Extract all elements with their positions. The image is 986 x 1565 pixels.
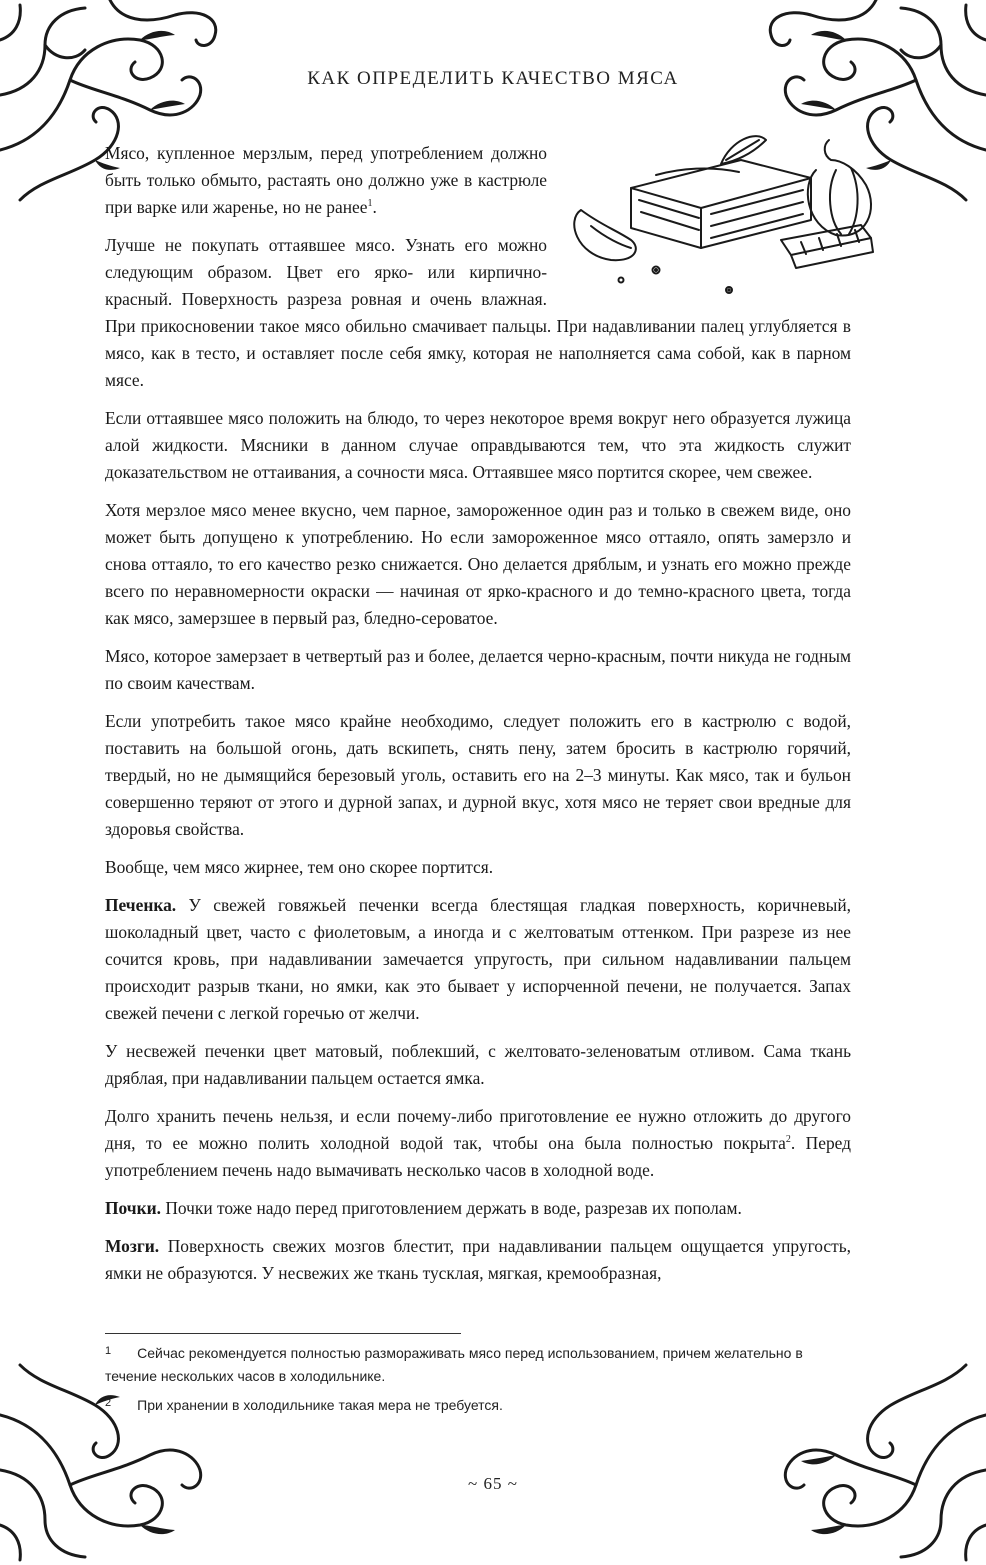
section-term: Печенка.	[105, 895, 177, 915]
paragraph: Мясо, купленное мерзлым, перед употреблением должно быть только обмыто, растаять оно должно уже в кастрюле при варке или жаренье, но не ранее$^1$.	[105, 143, 547, 217]
paragraph: Если употребить такое мясо крайне необходимо, следует положить его в кастрюлю с водой, поставить на большой огонь, дать вскипеть, снять пену, затем бросить в кастрюлю горячий, твердый, но не дымящийся березовый уголь, оставить его на 2–3 минуты. Как мясо, так и бульон совершенно теряют от этого и дурной запах, и дурной вкус, хотя мясо не теряет свои вредные для здоровья свойства.	[105, 711, 851, 839]
paragraph: У несвежей печенки цвет матовый, поблекший, с желтовато-зеленоватым отливом. Сама ткань дряблая, при надавливании пальцем остается ямка.	[105, 1041, 851, 1088]
paragraph: Если оттаявшее мясо положить на блюдо, то через некоторое время вокруг него образуется лужица алой жидкости. Мясники в данном случае оправдываются тем, что эта жидкость служит доказательством не оттаивания, а сочности мяса. Оттаявшее мясо портится скорее, чем свежее.	[105, 408, 851, 482]
paragraph: Мясо, которое замерзает в четвертый раз и более, делается черно-красным, почти никуда не годным по своим качествам.	[105, 646, 851, 693]
footnote-number: 1	[105, 1345, 112, 1357]
body-text	[105, 140, 851, 1298]
footnotes	[105, 1343, 825, 1426]
paragraph: Лучше не покупать оттаявшее мясо. Узнать его можно следующим образом. Цвет его ярко- или кирпично-красный. Поверхность разреза ровная и очень влажная. При прикосновении такое мясо обильно смачивает пальцы. При надавливании палец углубляется в мясо, как в тесто, и оставляет после себя ямку, которая не наполняется сама собой, как в парном мясе.	[105, 235, 851, 390]
section-term: Мозги.	[105, 1236, 160, 1256]
footnote-divider	[105, 1333, 461, 1334]
footnote	[105, 1343, 825, 1387]
footnote-ref: 1	[367, 198, 373, 210]
meat-illustration-icon	[561, 130, 881, 308]
footnote	[105, 1395, 825, 1418]
meat-illustration-icon	[561, 130, 881, 308]
paragraph: Хотя мерзлое мясо менее вкусно, чем парное, замороженное один раз и только в свежем виде, оно может быть допущено к употреблению. Но если замороженное мясо оттаяло, опять замерзло и снова оттаяло, то его качество резко снижается. Оно делается дряблым, и узнать его можно прежде всего по неравномерности окраски — начиная от ярко-красного и до темно-красного цвета, тогда как мясо, замерзшее в первый раз, бледно-сероватое.	[105, 500, 851, 628]
footnote-number: 2	[105, 1397, 112, 1409]
paragraph: Долго хранить печень нельзя, и если почему-либо приготовление ее нужно отложить до другого дня, то ее можно полить холодной водой так, чтобы она была полностью покрыта$^2$. Перед употреблением печень надо вымачивать несколько часов в холодной воде.	[105, 1106, 851, 1180]
section-term: Почки.	[105, 1198, 161, 1218]
paragraph: Почки. Почки тоже надо перед приготовлением держать в воде, разрезав их пополам.	[105, 1198, 742, 1218]
paragraph: Мозги. Поверхность свежих мозгов блестит, при надавливании пальцем ощущается упругость, ямки не образуются. У несвежих же ткань тусклая, мягкая, кремообразная,	[105, 1236, 851, 1283]
page-number: ~ 65 ~	[468, 1474, 518, 1493]
running-head-title: КАК ОПРЕДЕЛИТЬ КАЧЕСТВО МЯСА	[307, 68, 679, 89]
paragraph: Печенка. У свежей говяжьей печенки всегда блестящая гладкая поверхность, коричневый, шоколадный цвет, часто с фиолетовым, а иногда и с желтоватым оттенком. При разрезе из нее сочится кровь, при надавливании замечается упругость, при сильном надавливании пальцем происходит разрыв ткани, но ямки, как это бывает у испорченной печени, не получается. Запах свежей печени с легкой горечью от желчи.	[105, 895, 851, 1023]
footnote-text: Сейчас рекомендуется полностью размораживать мясо перед использованием, причем желательно в течение нескольких часов в холодильнике.	[105, 1345, 803, 1384]
footnote-ref: 2	[785, 1134, 791, 1146]
paragraph: Вообще, чем мясо жирнее, тем оно скорее портится.	[105, 857, 494, 877]
footnote-text: При хранении в холодильнике такая мера не требуется.	[137, 1397, 503, 1413]
